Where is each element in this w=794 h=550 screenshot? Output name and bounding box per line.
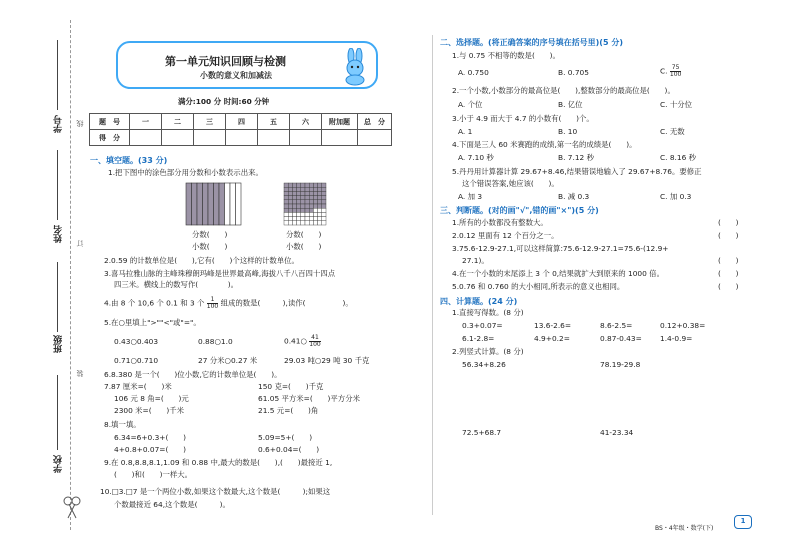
name-line[interactable] xyxy=(57,150,58,220)
score-header-cell: 五 xyxy=(258,114,290,130)
grid-cell xyxy=(297,217,301,221)
q4-text-part2: 组成的数是( ),读作( )。 xyxy=(220,298,353,308)
score-cell[interactable] xyxy=(226,130,258,146)
grid-cell xyxy=(309,196,313,200)
q8-item-1[interactable]: 6.34=6+0.3+( ) xyxy=(114,433,187,442)
grid-cell xyxy=(322,183,326,187)
choice-q4-option-b[interactable]: B. 7.12 秒 xyxy=(558,153,594,162)
grid-cell xyxy=(322,212,326,216)
grid-cell xyxy=(313,191,317,195)
choice-q3-option-b[interactable]: B. 10 xyxy=(558,127,578,136)
column-divider xyxy=(432,35,433,515)
calc-item-3[interactable]: 8.6-2.5= xyxy=(600,321,633,330)
strip-cell xyxy=(203,183,209,225)
grid-cell xyxy=(313,187,317,191)
strip-cell xyxy=(208,183,214,225)
choice-q3: 3.小于 4.9 而大于 4.7 的小数有( )个。 xyxy=(452,114,594,123)
grid-cell xyxy=(313,208,317,212)
grid-cell xyxy=(305,196,309,200)
grid-cell xyxy=(288,204,292,208)
grid-cell xyxy=(301,191,305,195)
grid-cell xyxy=(309,204,313,208)
q7-item-6[interactable]: 21.5 元=( )角 xyxy=(258,406,319,415)
grid-cell xyxy=(309,217,313,221)
page-subtitle: 小数的意义和加减法 xyxy=(200,71,272,80)
choice-q5-line1: 5.丹丹用计算器计算 29.67+8.46,结果错误地输入了 29.67+8.76。要修正 xyxy=(452,167,702,176)
class-label: 班级 xyxy=(54,335,64,353)
grid-cell xyxy=(318,183,322,187)
student-id-line[interactable] xyxy=(57,40,58,110)
grid-cell xyxy=(292,183,296,187)
choice-q4-option-c[interactable]: C. 8.16 秒 xyxy=(660,153,697,162)
calc-item-1[interactable]: 0.3+0.07= xyxy=(462,321,503,330)
grid-cell xyxy=(284,187,288,191)
calc-item-5[interactable]: 6.1-2.8= xyxy=(462,334,495,343)
grid-cell xyxy=(313,183,317,187)
q5-item-6[interactable]: 29.03 吨○29 吨 30 千克 xyxy=(284,356,370,365)
q10-text-line1: 10.□3.□7 是一个两位小数,如果这个数最大,这个数是( );如果这 xyxy=(100,487,331,496)
q9-text-line1: 9.在 0.8,8.8,8.1,1.09 和 0.88 中,最大的数是( ),( )最接近 1, xyxy=(104,458,333,467)
choice-q5-option-a[interactable]: A. 加 3 xyxy=(458,192,483,201)
q7-item-5[interactable]: 2300 米=( )千米 xyxy=(114,406,185,415)
grid-cell xyxy=(284,204,288,208)
q8-item-3[interactable]: 4+0.8+0.07=( ) xyxy=(114,445,187,454)
choice-q5-option-b[interactable]: B. 减 0.3 xyxy=(558,192,590,201)
cut-label-ding: 订 xyxy=(76,240,84,247)
choice-q1-option-c[interactable] xyxy=(660,65,681,78)
grid-cell xyxy=(301,200,305,204)
q1-decimal-label-2: 小数( ) xyxy=(286,242,322,251)
section-2-heading: 二、选择题。(将正确答案的序号填在括号里)(5 分) xyxy=(440,38,623,47)
score-cell[interactable] xyxy=(290,130,322,146)
q7-item-1[interactable]: 7.87 厘米=( )米 xyxy=(104,382,172,391)
judge-q3-answer[interactable]: ( ) xyxy=(718,256,739,265)
grid-cell xyxy=(292,204,296,208)
binding-margin xyxy=(0,0,88,550)
judge-q2: 2.0.12 里面有 12 个百分之一。 xyxy=(452,231,559,240)
grid-cell xyxy=(292,217,296,221)
calc-item-4[interactable]: 0.12+0.38= xyxy=(660,321,706,330)
choice-q2: 2.一个小数,小数部分的最高位是( ),整数部分的最高位是( )。 xyxy=(452,86,675,95)
score-header-cell: 四 xyxy=(226,114,258,130)
grid-cell xyxy=(284,208,288,212)
grid-cell xyxy=(297,204,301,208)
q5-item-3-left: 0.41○ xyxy=(284,336,307,346)
grid-cell xyxy=(292,191,296,195)
grid-cell xyxy=(309,200,313,204)
score-cell[interactable] xyxy=(130,130,162,146)
grid-cell xyxy=(284,212,288,216)
grid-cell xyxy=(297,196,301,200)
shaded-strips-figure xyxy=(185,182,243,226)
grid-cell xyxy=(309,191,313,195)
grid-cell xyxy=(284,191,288,195)
name-label: 姓名 xyxy=(54,225,64,243)
choice-q1-option-a[interactable]: A. 0.750 xyxy=(458,68,489,77)
q5-item-4[interactable]: 0.71○0.710 xyxy=(114,356,159,365)
grid-cell xyxy=(284,200,288,204)
choice-q4-option-a[interactable]: A. 7.10 秒 xyxy=(458,153,494,162)
grid-cell xyxy=(284,183,288,187)
q5-fraction xyxy=(309,335,320,348)
grid-cell xyxy=(322,200,326,204)
grid-cell xyxy=(322,187,326,191)
q4-fraction-numerator: 1 xyxy=(207,297,218,304)
grid-cell xyxy=(288,212,292,216)
grid-cell xyxy=(284,217,288,221)
grid-cell xyxy=(288,200,292,204)
strip-cell xyxy=(192,183,198,225)
judge-q2-answer[interactable]: ( ) xyxy=(718,231,739,240)
shaded-grid-figure xyxy=(283,182,327,226)
grid-cell xyxy=(305,200,309,204)
grid-cell xyxy=(318,200,322,204)
calc-q1: 1.直接写得数。(8 分) xyxy=(452,308,524,317)
grid-cell xyxy=(284,221,288,225)
section-3-heading: 三、判断题。(对的画"√",错的画"×")(5 分) xyxy=(440,206,599,215)
strip-cell xyxy=(230,183,236,225)
grid-cell xyxy=(305,183,309,187)
grid-cell xyxy=(292,212,296,216)
cut-label-zhuang: 装 xyxy=(76,370,84,377)
choice-q1-option-c-label: C. xyxy=(660,66,668,76)
score-row-label: 得 分 xyxy=(90,130,130,146)
q8-text: 8.填一填。 xyxy=(104,420,141,429)
grid-cell xyxy=(322,217,326,221)
choice-q5-line2: 这个错误答案,她应该( )。 xyxy=(462,179,559,188)
judge-q1-answer[interactable]: ( ) xyxy=(718,218,739,227)
grid-cell xyxy=(301,208,305,212)
grid-cell xyxy=(318,217,322,221)
choice-q1-fraction-numerator: 75 xyxy=(671,64,680,71)
score-cell[interactable] xyxy=(162,130,194,146)
grid-cell xyxy=(288,191,292,195)
strip-cell xyxy=(214,183,220,225)
grid-cell xyxy=(305,221,309,225)
strip-cell xyxy=(225,183,231,225)
q10-text-line2: 个数最接近 64,这个数是( )。 xyxy=(114,500,230,509)
choice-q1: 1.与 0.75 不相等的数是( )。 xyxy=(452,51,560,60)
grid-cell xyxy=(313,217,317,221)
grid-cell xyxy=(297,191,301,195)
q5-fraction-denominator: 100 xyxy=(309,341,321,348)
grid-cell xyxy=(297,200,301,204)
choice-q2-option-a[interactable]: A. 个位 xyxy=(458,100,483,109)
score-table-header-row xyxy=(90,114,392,130)
grid-cell xyxy=(309,221,313,225)
grid-cell xyxy=(322,196,326,200)
q4-fraction xyxy=(207,297,218,310)
grid-cell xyxy=(318,221,322,225)
grid-cell xyxy=(292,208,296,212)
choice-q5-option-c[interactable]: C. 加 0.3 xyxy=(660,192,692,201)
q5-text: 5.在○里填上">""<"或"="。 xyxy=(104,318,201,327)
grid-cell xyxy=(313,196,317,200)
grid-cell xyxy=(288,187,292,191)
grid-cell xyxy=(309,187,313,191)
q8-item-4[interactable]: 0.6+0.04=( ) xyxy=(258,445,320,454)
footer-text: BS・4年级・数学(下) xyxy=(655,525,714,532)
grid-cell xyxy=(288,217,292,221)
grid-cell xyxy=(297,183,301,187)
grid-cell xyxy=(288,196,292,200)
grid-cell xyxy=(305,204,309,208)
vertical-calc-1[interactable]: 56.34+8.26 xyxy=(462,360,506,369)
score-table xyxy=(89,113,392,146)
grid-cell xyxy=(292,221,296,225)
choice-q1-fraction xyxy=(670,65,681,78)
judge-q4-answer[interactable]: ( ) xyxy=(718,269,739,278)
q1-text: 1.把下图中的涂色部分用分数和小数表示出来。 xyxy=(108,168,263,177)
strip-cell xyxy=(197,183,203,225)
score-header-cell: 一 xyxy=(130,114,162,130)
grid-cell xyxy=(305,208,309,212)
q8-item-2[interactable]: 5.09=5+( ) xyxy=(258,433,313,442)
q4-text xyxy=(104,297,353,310)
grid-cell xyxy=(301,212,305,216)
q7-item-4[interactable]: 61.05 平方米=( )平方分米 xyxy=(258,394,360,403)
calc-item-2[interactable]: 13.6-2.6= xyxy=(534,321,572,330)
page-title: 第一单元知识回顾与检测 xyxy=(165,55,286,68)
score-header-cell: 附加题 xyxy=(322,114,358,130)
judge-q5-answer[interactable]: ( ) xyxy=(718,282,739,291)
grid-cell xyxy=(301,183,305,187)
q1-fraction-label-2: 分数( ) xyxy=(286,230,322,239)
cut-label-xian: 线 xyxy=(76,120,84,127)
grid-cell xyxy=(292,200,296,204)
q1-decimal-label-1: 小数( ) xyxy=(192,242,228,251)
q9-text-line2: ( )和( )一样大。 xyxy=(114,470,193,479)
grid-cell xyxy=(297,212,301,216)
q3-text-line1: 3.喜马拉雅山脉的主峰珠穆朗玛峰是世界最高峰,海拔八千八百四十四点 xyxy=(104,269,336,278)
section-4-heading: 四、计算题。(24 分) xyxy=(440,297,518,306)
grid-cell xyxy=(301,187,305,191)
q7-item-2[interactable]: 150 克=( )千克 xyxy=(258,382,324,391)
grid-cell xyxy=(313,212,317,216)
grid-cell xyxy=(318,191,322,195)
calc-item-7[interactable]: 0.87-0.43= xyxy=(600,334,642,343)
grid-cell xyxy=(318,196,322,200)
grid-cell xyxy=(318,208,322,212)
grid-cell xyxy=(305,217,309,221)
scissors-icon xyxy=(62,496,82,520)
section-1-heading: 一、填空题。(33 分) xyxy=(90,156,168,165)
choice-q2-option-c[interactable]: C. 十分位 xyxy=(660,100,693,109)
choice-q3-option-c[interactable]: C. 无数 xyxy=(660,127,685,136)
grid-cell xyxy=(313,221,317,225)
calc-item-6[interactable]: 4.9+0.2= xyxy=(534,334,570,343)
grid-cell xyxy=(305,191,309,195)
score-cell[interactable] xyxy=(358,130,392,146)
q3-text-line2: 四三米。横线上的数写作( )。 xyxy=(114,280,239,289)
cut-line xyxy=(70,20,71,530)
vertical-calc-4[interactable]: 41-23.34 xyxy=(600,428,634,437)
grid-cell xyxy=(301,221,305,225)
grid-cell xyxy=(288,208,292,212)
grid-cell xyxy=(309,212,313,216)
score-header-cell: 二 xyxy=(162,114,194,130)
q5-item-1[interactable]: 0.43○0.403 xyxy=(114,337,159,346)
q5-item-2[interactable]: 0.88○1.0 xyxy=(198,337,233,346)
judge-q5: 5.0.76 和 0.760 的大小相同,所表示的意义也相同。 xyxy=(452,282,625,291)
grid-cell xyxy=(309,183,313,187)
q6-text: 6.8.380 是一个( )位小数,它的计数单位是( )。 xyxy=(104,370,282,379)
grid-cell xyxy=(288,183,292,187)
grid-cell xyxy=(297,208,301,212)
rabbit-mascot-icon xyxy=(338,48,372,86)
strip-cell xyxy=(236,183,242,225)
grid-cell xyxy=(309,208,313,212)
score-table-score-row xyxy=(90,130,392,146)
q5-item-3[interactable] xyxy=(284,335,321,348)
exam-info: 满分:100 分 时间:60 分钟 xyxy=(178,97,270,106)
q5-item-5[interactable]: 27 分米○0.27 米 xyxy=(198,356,258,365)
score-header-cell: 总 分 xyxy=(358,114,392,130)
choice-q1-fraction-denominator: 100 xyxy=(669,71,682,78)
grid-cell xyxy=(318,212,322,216)
choice-q4: 4.下面是三人 60 米赛跑的成绩,第一名的成绩是( )。 xyxy=(452,140,637,149)
student-id-label: 学号 xyxy=(54,115,64,133)
grid-cell xyxy=(288,221,292,225)
grid-cell xyxy=(322,208,326,212)
grid-cell xyxy=(322,191,326,195)
choice-q3-option-a[interactable]: A. 1 xyxy=(458,127,473,136)
school-label: 学校 xyxy=(54,455,64,473)
grid-cell xyxy=(301,204,305,208)
grid-cell xyxy=(322,221,326,225)
score-cell[interactable] xyxy=(258,130,290,146)
grid-cell xyxy=(313,200,317,204)
grid-cell xyxy=(305,212,309,216)
grid-cell xyxy=(292,196,296,200)
score-header-cell: 题 号 xyxy=(90,114,130,130)
q2-text: 2.0.59 的计数单位是( ),它有( )个这样的计数单位。 xyxy=(104,256,299,265)
score-cell[interactable] xyxy=(322,130,358,146)
page-number: 1 xyxy=(734,515,752,529)
vertical-calc-2[interactable]: 78.19-29.8 xyxy=(600,360,641,369)
q5-fraction-numerator: 41 xyxy=(311,334,319,341)
class-line[interactable] xyxy=(57,262,58,332)
score-header-cell: 六 xyxy=(290,114,322,130)
school-line[interactable] xyxy=(57,375,58,450)
grid-cell xyxy=(292,187,296,191)
judge-q4: 4.在一个小数的末尾添上 3 个 0,结果就扩大到原来的 1000 倍。 xyxy=(452,269,664,278)
strip-cell xyxy=(186,183,192,225)
score-cell[interactable] xyxy=(194,130,226,146)
grid-cell xyxy=(284,196,288,200)
grid-cell xyxy=(305,187,309,191)
grid-cell xyxy=(297,221,301,225)
q1-fraction-label-1: 分数( ) xyxy=(192,230,228,239)
choice-q1-option-b[interactable]: B. 0.705 xyxy=(558,68,589,77)
grid-cell xyxy=(322,204,326,208)
grid-cell xyxy=(313,204,317,208)
calc-q2: 2.列竖式计算。(8 分) xyxy=(452,347,524,356)
vertical-calc-3[interactable]: 72.5+68.7 xyxy=(462,428,502,437)
grid-cell xyxy=(301,196,305,200)
judge-q3-line2: 27.1)。 xyxy=(462,256,489,265)
grid-cell xyxy=(301,217,305,221)
grid-cell xyxy=(297,187,301,191)
judge-q3-line1: 3.75.6-12.9-27.1,可以这样简算:75.6-12.9-27.1=75.6-(12.9+ xyxy=(452,244,669,253)
q7-item-3[interactable]: 106 元 8 角=( )元 xyxy=(114,394,189,403)
q4-fraction-denominator: 100 xyxy=(206,303,219,310)
grid-cell xyxy=(318,204,322,208)
strip-cell xyxy=(219,183,225,225)
judge-q1: 1.所有的小数都没有整数大。 xyxy=(452,218,548,227)
grid-cell xyxy=(318,187,322,191)
choice-q2-option-b[interactable]: B. 亿位 xyxy=(558,100,583,109)
q4-text-part1: 4.由 8 个 10,6 个 0.1 和 3 个 xyxy=(104,298,205,308)
calc-item-8[interactable]: 1.4-0.9= xyxy=(660,334,693,343)
score-header-cell: 三 xyxy=(194,114,226,130)
